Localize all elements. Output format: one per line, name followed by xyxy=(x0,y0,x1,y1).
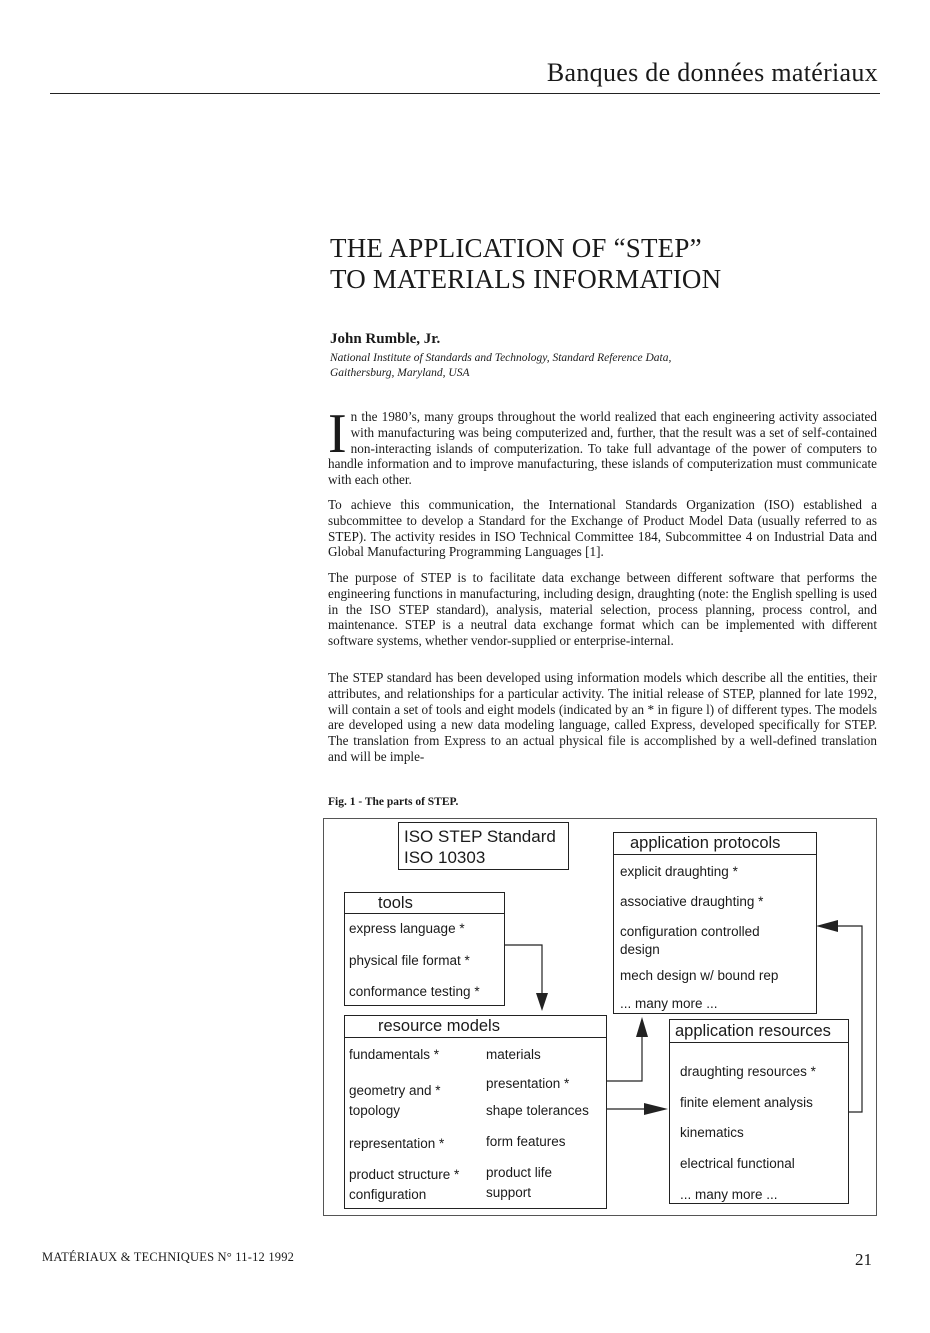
resource-item-support: support xyxy=(486,1185,532,1200)
page-number: 21 xyxy=(855,1250,872,1269)
app-resource-item-kinematics: kinematics xyxy=(680,1125,744,1140)
author-affiliation xyxy=(330,351,850,381)
arrowhead-down xyxy=(536,993,548,1011)
tools-box xyxy=(344,892,505,1006)
app-resource-item-finite-element: finite element analysis xyxy=(680,1095,813,1110)
resource-models-title: resource models xyxy=(345,1016,606,1038)
section-header: Banques de données matériaux xyxy=(546,58,878,87)
paragraph-1 xyxy=(328,403,877,488)
resource-item-shape-tolerances: shape tolerances xyxy=(486,1103,589,1118)
iso-step-standard-box xyxy=(398,822,569,870)
resource-item-topology: topology xyxy=(349,1103,401,1118)
resource-item-presentation: presentation * xyxy=(486,1076,570,1091)
article-title xyxy=(330,233,721,295)
arrowhead-right xyxy=(644,1103,668,1115)
resource-item-form-features: form features xyxy=(486,1134,566,1149)
header-rule xyxy=(50,93,880,94)
tools-title: tools xyxy=(345,893,504,914)
resource-item-product-life: product life xyxy=(486,1165,553,1180)
tools-item-physical-file-format: physical file format * xyxy=(349,953,470,968)
protocol-item-design: design xyxy=(620,942,660,957)
paragraph-3: The purpose of STEP is to facilitate data exchange between different software that performs the engineering functions in manufacturing, including design, draughting (note: the English spelling is used in the ISO STEP standard), analysis, material selection, process planning, process control, and maintenance. STEP is a neutral data exchange format which can be implemented with different software systems, whether vendor-supplied or enterprise-internal. xyxy=(328,570,877,649)
arrowhead-left xyxy=(816,920,838,932)
protocol-item-configuration-controlled: configuration controlled xyxy=(620,924,760,939)
figure-caption: Fig. 1 - The parts of STEP. xyxy=(328,796,459,808)
protocol-item-associative-draughting: associative draughting * xyxy=(620,894,764,909)
protocol-item-many-more: ... many more ... xyxy=(620,996,718,1011)
resource-item-fundamentals: fundamentals * xyxy=(349,1047,440,1062)
application-protocols-title: application protocols xyxy=(614,833,816,855)
author-name: John Rumble, Jr. xyxy=(330,331,441,347)
figure-parts-of-step xyxy=(323,818,877,1216)
protocol-item-mech-design: mech design w/ bound rep xyxy=(620,968,779,983)
application-resources-title: application resources xyxy=(670,1020,848,1043)
journal-footer: MATÉRIAUX & TECHNIQUES N° 11-12 1992 xyxy=(42,1250,295,1264)
resource-item-representation: representation * xyxy=(349,1136,445,1151)
paragraph-4: The STEP standard has been developed using information models which describe all the entities, their attributes, and relationships for a particular activity. The initial release of STEP, planned for late 1992, will contain a set of tools and eight models (indicated by an * in figure l) of different types. The models are developed using a new data modeling language, called Express, developed specifically for STEP. The translation from Express to an actual physical file is accomplished by a well-defined translation and will be imple- xyxy=(328,670,877,764)
connector-resources-to-protocols xyxy=(605,1037,642,1081)
standard-number: ISO 10303 xyxy=(404,848,486,867)
resource-item-product-structure: product structure * xyxy=(349,1167,460,1182)
tools-item-conformance-testing: conformance testing * xyxy=(349,984,480,999)
article-title-line-2: TO MATERIALS INFORMATION xyxy=(330,264,722,294)
connector-tools-to-resources xyxy=(504,945,542,993)
resource-item-configuration: configuration xyxy=(349,1187,427,1202)
protocol-item-explicit-draughting: explicit draughting * xyxy=(620,864,738,879)
application-resources-box xyxy=(669,1019,849,1204)
app-resource-item-many-more: ... many more ... xyxy=(680,1187,778,1202)
resource-item-geometry-and: geometry and * xyxy=(349,1083,441,1098)
tools-item-express-language: express language * xyxy=(349,921,465,936)
affiliation-line-2: Gaithersburg, Maryland, USA xyxy=(330,367,470,379)
application-protocols-box xyxy=(613,832,817,1014)
paragraph-1-text: n the 1980’s, many groups throughout the world realized that each engineering activity associated with manufacturing was being computerized and, further, that the result was a set of self-contained non-interacting islands of computerization. To take full advantage of the power of computers to handle information and to improve manufacturing, these islands of computerization must communicate with each other. xyxy=(328,409,877,488)
resource-item-materials: materials xyxy=(486,1047,541,1062)
standard-name: ISO STEP Standard xyxy=(404,827,556,846)
paragraph-2: To achieve this communication, the International Standards Organization (ISO) established a subcommittee to develop a Standard for the Exchange of Product Model Data (usually referred to as STEP). The activity resides in ISO Technical Committee 184, Subcommittee 4 on Industrial Data and Global Manufacturing Programming Languages [1]. xyxy=(328,497,877,560)
arrowhead-up xyxy=(636,1017,648,1037)
app-resource-item-electrical-functional: electrical functional xyxy=(680,1156,795,1171)
article-title-line-1: THE APPLICATION OF “STEP” xyxy=(330,233,702,263)
affiliation-line-1: National Institute of Standards and Technology, Standard Reference Data, xyxy=(330,352,672,364)
app-resource-item-draughting: draughting resources * xyxy=(680,1064,816,1079)
resource-models-box xyxy=(344,1015,607,1209)
drop-cap: I xyxy=(328,403,347,465)
